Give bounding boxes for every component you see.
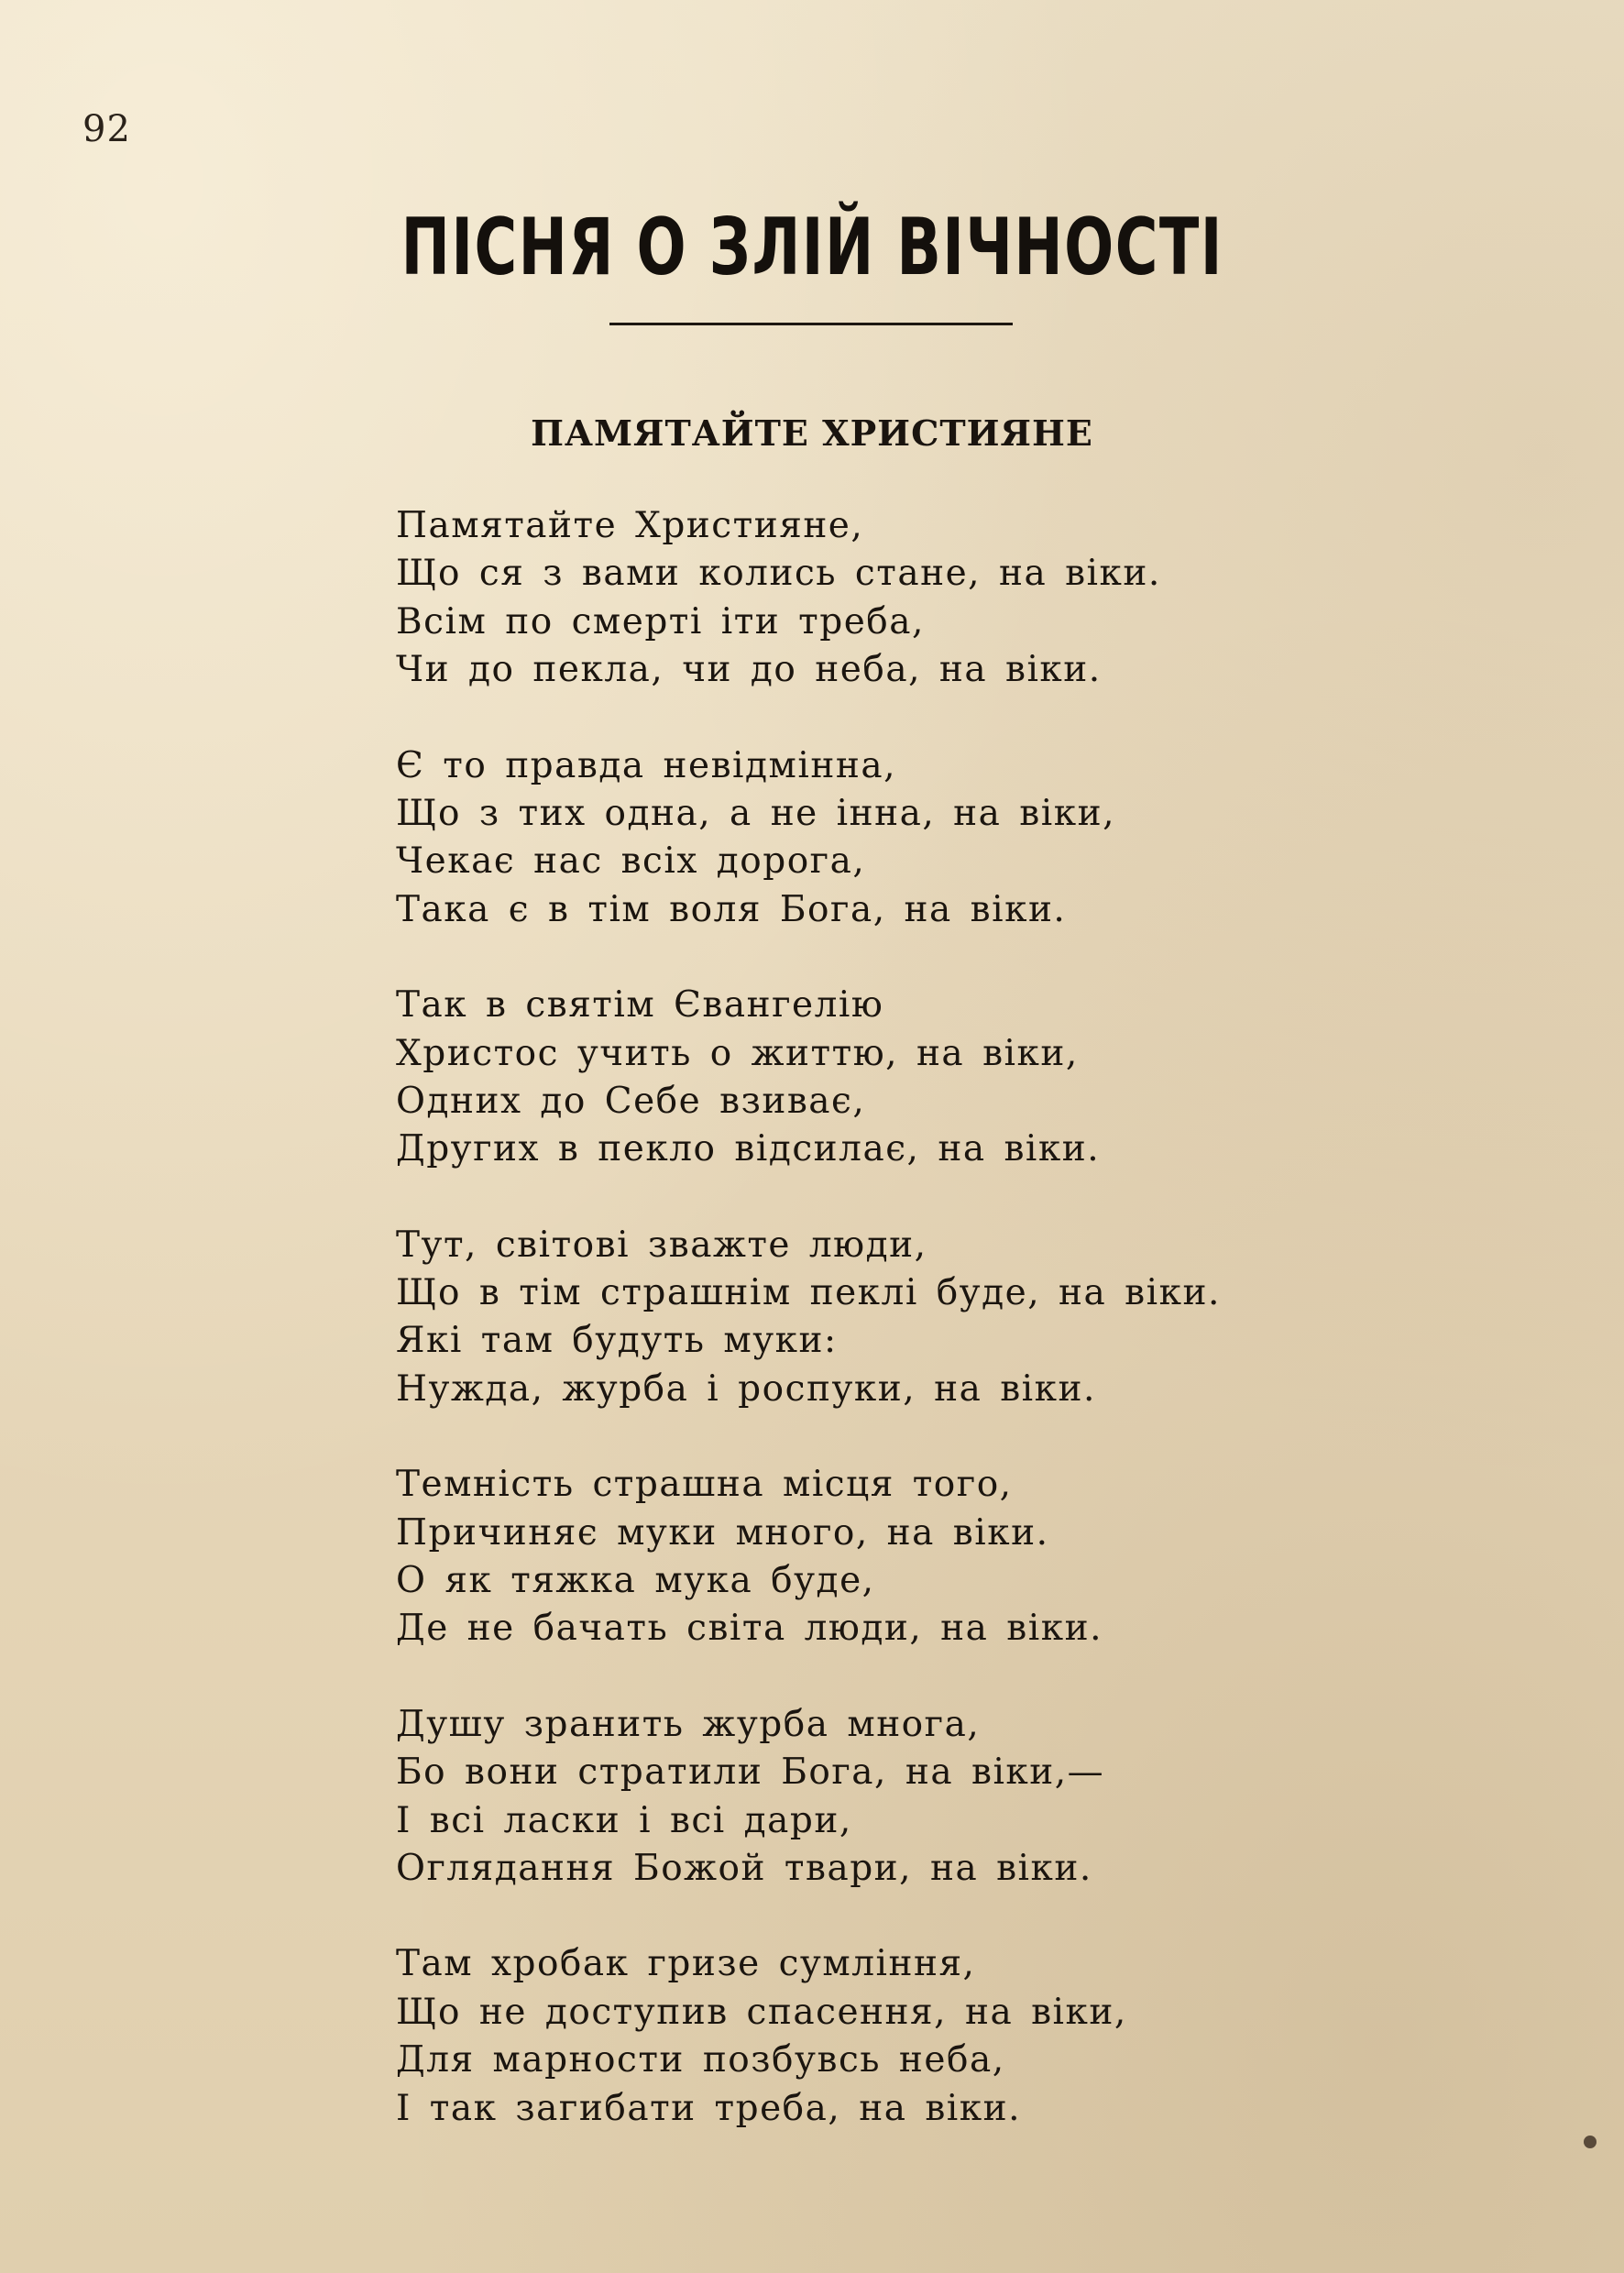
poem-line: Темність страшна місця того, [396, 1464, 1013, 1506]
poem-line: Так в святім Євангелію [396, 984, 884, 1027]
poem-line: Для марности позбувсь неба, [396, 2039, 1005, 2081]
poem-body [396, 502, 1496, 2180]
poem-line: Чекає нас всіх дорога, [396, 840, 866, 883]
poem-line: Що ся з вами колись стане, на віки. [396, 553, 1161, 595]
stanza-2 [396, 742, 1496, 935]
poem-line: Що не доступив спасення, на віки, [396, 1991, 1127, 2033]
poem-line: І всі ласки і всі дари, [396, 1799, 852, 1841]
poem-line: Христос учить о життю, на віки, [396, 1032, 1079, 1074]
poem-line: Всім по смерті іти треба, [396, 600, 925, 642]
poem-line: Така є в тім воля Бога, на віки. [396, 888, 1067, 930]
title-divider [609, 323, 1013, 325]
stanza-7 [396, 1940, 1496, 2133]
poem-line: Там хробак гризе сумління, [396, 1943, 976, 1985]
song-subtitle: ПАМЯТАЙТЕ ХРИСТИЯНЕ [531, 412, 1093, 454]
song-title: ПІСНЯ О ЗЛІЙ ВІЧНОСТІ [401, 202, 1223, 293]
poem-line: Одних до Себе взиває, [396, 1080, 866, 1122]
poem-line: Памятайте Християне, [396, 505, 864, 546]
poem-line: Оглядання Божой твари, на віки. [396, 1847, 1092, 1889]
poem-line: Душу зранить журба многа, [396, 1703, 981, 1745]
poem-line: Нужда, журба і роспуки, на віки. [396, 1367, 1096, 1410]
stanza-3 [396, 982, 1496, 1174]
poem-line: Других в пекло відсилає, на віки. [396, 1128, 1101, 1170]
stanza-5 [396, 1461, 1496, 1653]
stanza-1 [396, 502, 1496, 695]
poem-line: Які там будуть муки: [396, 1320, 838, 1362]
poem-line: Бо вони стратили Бога, на віки,— [396, 1751, 1105, 1794]
poem-line: Чи до пекла, чи до неба, на віки. [396, 649, 1102, 691]
page-number: 92 [82, 108, 131, 150]
poem-line: Що в тім страшнім пеклі буде, на віки. [396, 1272, 1221, 1314]
stanza-4 [396, 1222, 1496, 1414]
poem-line: Причиняє муки много, на віки. [396, 1511, 1049, 1554]
paper-speck [1584, 2136, 1597, 2148]
poem-line: І так загибати треба, на віки. [396, 2087, 1022, 2129]
poem-line: Тут, світові зважте люди, [396, 1224, 927, 1266]
poem-line: О як тяжка мука буде, [396, 1560, 875, 1602]
poem-line: Що з тих одна, а не інна, на віки, [396, 792, 1116, 834]
stanza-6 [396, 1701, 1496, 1894]
poem-line: Є то правда невідмінна, [396, 744, 896, 786]
poem-line: Де не бачать світа люди, на віки. [396, 1608, 1103, 1650]
